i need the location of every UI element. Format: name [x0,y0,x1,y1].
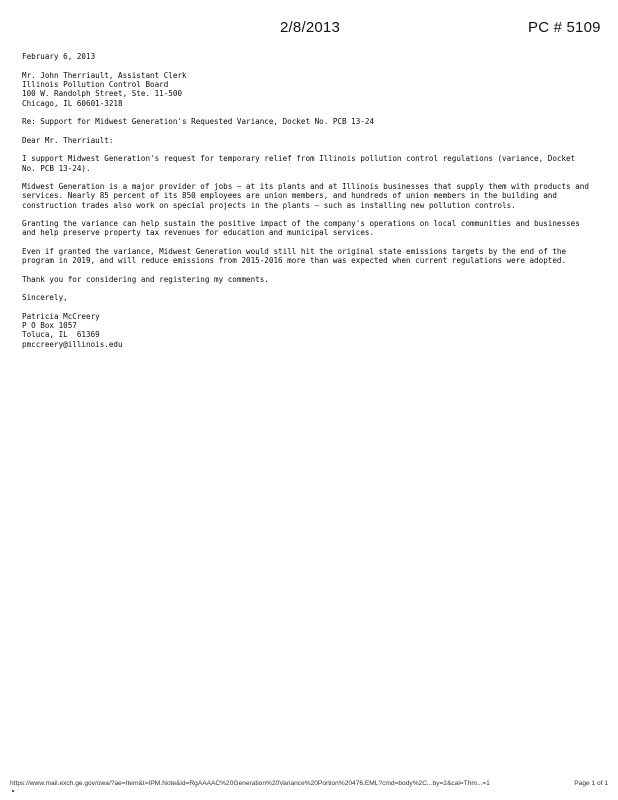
signature-block [22,312,592,349]
scan-speck [12,790,14,792]
salutation: Dear Mr. Therriault: [22,135,114,145]
footer-url: https://www.mail.exch.ge.gov/owa/?ae=Item&t=IPM.Note&id=RgAAAAC%20Generation%20Variance%20Portion%20476.EML?cmd=body%2C...by=2&cal=Thm...=1 [10,780,490,787]
re-line: Re: Support for Midwest Generation's Requested Variance, Docket No. PCB 13-24 [22,117,375,127]
recipient-line: 100 W. Randolph Street, Ste. 11-500 [22,89,183,99]
paragraph: Midwest Generation is a major provider of jobs – at its plants and at Illinois businesses that supply them with products and services. Nearly 85 percent of its 850 employees are union members, and hundreds of union members in the building and construction trades also work on special projects in the plants – such as installing new pollution controls. [22,182,589,210]
letter-body [22,52,592,349]
signature-email: pmccreery@illinois.edu [22,339,123,349]
paragraph: Granting the variance can help sustain the positive impact of the company's operations on local communities and businesses and help preserve property tax revenues for education and municipal services. [22,219,580,238]
print-footer [10,780,608,787]
signature-line: Toluca, IL 61369 [22,330,100,340]
recipient-line: Chicago, IL 60601-3218 [22,98,123,108]
paragraph: Thank you for considering and registering my comments. [22,274,269,284]
pc-number-stamp: PC # 5109 [528,19,601,36]
signature-line: Patricia McCreery [22,311,100,321]
signature-line: P O Box 1057 [22,321,77,331]
paragraph: Even if granted the variance, Midwest Generation would still hit the original state emissions targets by the end of the program in 2019, and will reduce emissions from 2015-2016 more than was expected when current regulations were adopted. [22,246,567,266]
letter-date: February 6, 2013 [22,52,96,61]
paragraph: I support Midwest Generation's request for temporary relief from Illinois pollution control regulations (variance, Docket No. PCB 13-24). [22,154,576,173]
closing: Sincerely, [22,293,68,303]
recipient-line: Illinois Pollution Control Board [22,80,169,90]
recipient-address [22,71,592,108]
date-stamp: 2/8/2013 [280,19,340,36]
footer-page-number: Page 1 of 1 [574,780,608,787]
recipient-line: Mr. John Therriault, Assistant Clerk [22,71,187,80]
